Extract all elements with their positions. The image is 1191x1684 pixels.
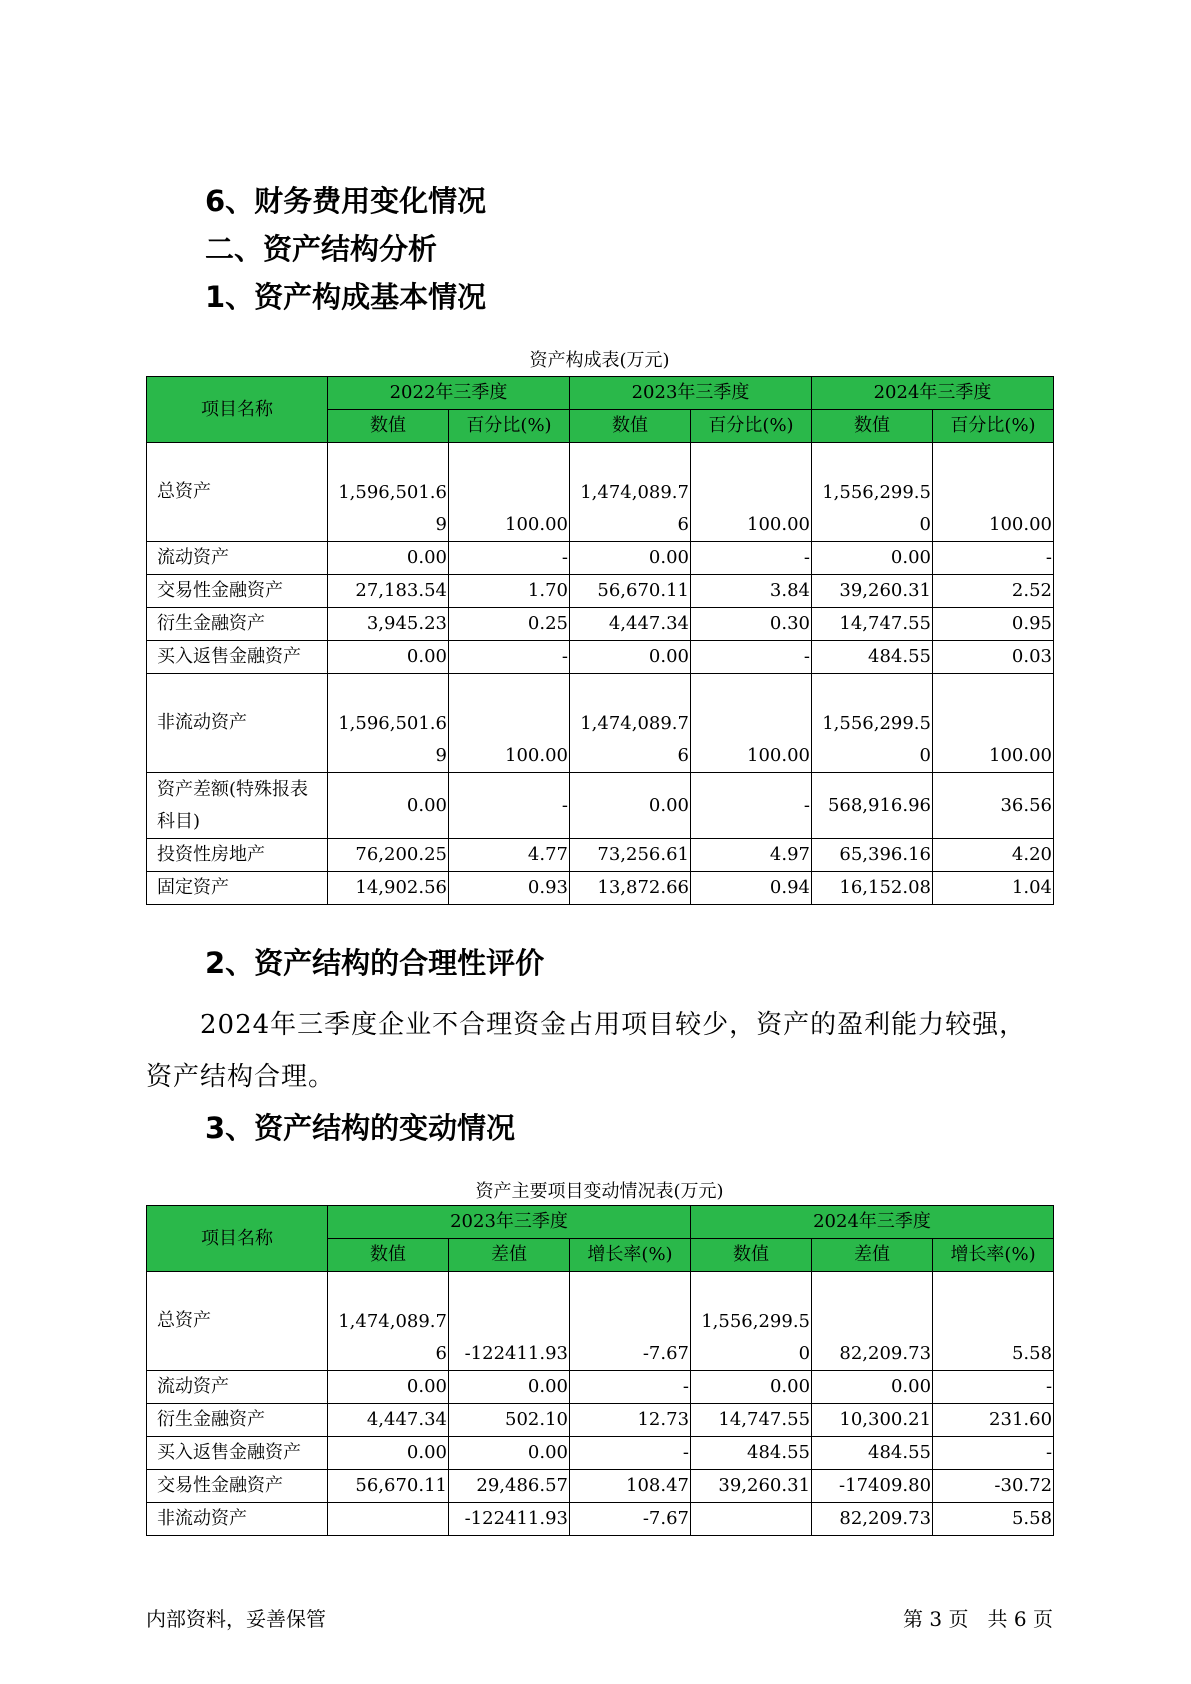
table1-period-header: 2022年三季度 <box>328 377 570 410</box>
table-row <box>147 674 1054 773</box>
asset-change-table <box>146 1205 1054 1536</box>
table2-caption: 资产主要项目变动情况表(万元) <box>475 1181 724 1202</box>
table-row <box>147 773 1054 839</box>
table1-sub-header: 数值 <box>570 410 691 443</box>
table-cell: 1,474,089.76 <box>570 443 691 542</box>
table-cell: 5.58 <box>933 1272 1054 1371</box>
table-cell: - <box>570 1371 691 1404</box>
table-cell: 39,260.31 <box>691 1470 812 1503</box>
table2-period-header: 2023年三季度 <box>328 1206 691 1239</box>
heading-asset-structure-evaluation: 2、资产结构的合理性评价 <box>205 946 545 980</box>
table2-sub-header: 增长率(%) <box>570 1239 691 1272</box>
table-row <box>147 608 1054 641</box>
table-cell: 100.00 <box>933 443 1054 542</box>
row-label: 买入返售金融资产 <box>147 1437 328 1470</box>
table-cell: 231.60 <box>933 1404 1054 1437</box>
table-cell: 76,200.25 <box>328 839 449 872</box>
table-cell: 0.00 <box>812 1371 933 1404</box>
table-cell: 13,872.66 <box>570 872 691 905</box>
table-cell: 0.95 <box>933 608 1054 641</box>
table-cell: 0.00 <box>328 1371 449 1404</box>
footer-confidential: 内部资料，妥善保管 <box>146 1607 326 1631</box>
table1-sub-header: 数值 <box>812 410 933 443</box>
table-cell: 3,945.23 <box>328 608 449 641</box>
table-cell: 0.00 <box>570 773 691 839</box>
table-row <box>147 542 1054 575</box>
table-cell: - <box>691 542 812 575</box>
table-cell: 36.56 <box>933 773 1054 839</box>
row-label: 非流动资产 <box>147 1503 328 1536</box>
table-cell: 0.30 <box>691 608 812 641</box>
table1-period-header: 2024年三季度 <box>812 377 1054 410</box>
table-cell: -17409.80 <box>812 1470 933 1503</box>
table-cell: -122411.93 <box>449 1272 570 1371</box>
table-cell: - <box>691 773 812 839</box>
table-cell: 4,447.34 <box>328 1404 449 1437</box>
row-label: 固定资产 <box>147 872 328 905</box>
heading-financial-expense: 6、财务费用变化情况 <box>205 184 487 218</box>
table-cell: 0.00 <box>691 1371 812 1404</box>
table1-sub-header: 百分比(%) <box>691 410 812 443</box>
table-cell <box>328 1503 449 1536</box>
table-cell: 1,556,299.50 <box>691 1272 812 1371</box>
table-cell: 1,474,089.76 <box>328 1272 449 1371</box>
table-row <box>147 839 1054 872</box>
table-cell: - <box>933 1371 1054 1404</box>
table-row <box>147 575 1054 608</box>
table-cell: 484.55 <box>812 641 933 674</box>
table-cell: - <box>691 641 812 674</box>
table-cell: 14,747.55 <box>691 1404 812 1437</box>
table-cell: 4.97 <box>691 839 812 872</box>
table-cell: 5.58 <box>933 1503 1054 1536</box>
table-cell: 1.04 <box>933 872 1054 905</box>
table-cell: 0.25 <box>449 608 570 641</box>
table-row <box>147 1470 1054 1503</box>
heading-asset-structure-analysis: 二、资产结构分析 <box>205 232 438 266</box>
row-label: 交易性金融资产 <box>147 1470 328 1503</box>
table-cell: 4.77 <box>449 839 570 872</box>
table-cell: 1,474,089.76 <box>570 674 691 773</box>
table-cell: - <box>449 641 570 674</box>
asset-composition-table <box>146 376 1054 905</box>
table-cell: 0.00 <box>812 542 933 575</box>
table-cell: 484.55 <box>691 1437 812 1470</box>
table-cell: 0.00 <box>570 641 691 674</box>
row-label: 衍生金融资产 <box>147 608 328 641</box>
table1-sub-header: 百分比(%) <box>933 410 1054 443</box>
table-cell: 100.00 <box>691 443 812 542</box>
table-cell: 1,556,299.50 <box>812 443 933 542</box>
table-cell: 1.70 <box>449 575 570 608</box>
table-cell: 0.00 <box>328 1437 449 1470</box>
table-cell: 0.94 <box>691 872 812 905</box>
table-cell: -7.67 <box>570 1272 691 1371</box>
table-row <box>147 1371 1054 1404</box>
table-row <box>147 1503 1054 1536</box>
table-cell: 1,556,299.50 <box>812 674 933 773</box>
table-cell: 0.00 <box>570 542 691 575</box>
table-cell: 12.73 <box>570 1404 691 1437</box>
table1-sub-header: 百分比(%) <box>449 410 570 443</box>
table-cell: 108.47 <box>570 1470 691 1503</box>
table-cell: 3.84 <box>691 575 812 608</box>
table-cell: 0.03 <box>933 641 1054 674</box>
table-cell: 56,670.11 <box>570 575 691 608</box>
table-cell: 16,152.08 <box>812 872 933 905</box>
table1-caption: 资产构成表(万元) <box>529 350 670 371</box>
row-label: 交易性金融资产 <box>147 575 328 608</box>
row-label: 非流动资产 <box>147 674 328 773</box>
table-cell <box>691 1503 812 1536</box>
row-label: 投资性房地产 <box>147 839 328 872</box>
table-cell: 0.00 <box>328 773 449 839</box>
table-cell: 100.00 <box>933 674 1054 773</box>
table2-period-header: 2024年三季度 <box>691 1206 1054 1239</box>
table1-period-header: 2023年三季度 <box>570 377 812 410</box>
table-cell: 14,747.55 <box>812 608 933 641</box>
table-cell: 82,209.73 <box>812 1503 933 1536</box>
table2-item-header: 项目名称 <box>147 1206 328 1272</box>
table-cell: 0.00 <box>449 1371 570 1404</box>
table-cell: 100.00 <box>691 674 812 773</box>
table2-sub-header: 差值 <box>812 1239 933 1272</box>
row-label: 流动资产 <box>147 1371 328 1404</box>
table-cell: - <box>933 542 1054 575</box>
row-label: 总资产 <box>147 1272 328 1371</box>
row-label: 衍生金融资产 <box>147 1404 328 1437</box>
table-cell: 0.93 <box>449 872 570 905</box>
table-row <box>147 1272 1054 1371</box>
table-cell: - <box>449 773 570 839</box>
table-cell: - <box>449 542 570 575</box>
table-cell: - <box>933 1437 1054 1470</box>
table-cell: 39,260.31 <box>812 575 933 608</box>
table1-item-header: 项目名称 <box>147 377 328 443</box>
row-label: 总资产 <box>147 443 328 542</box>
table2-sub-header: 增长率(%) <box>933 1239 1054 1272</box>
table2-sub-header: 数值 <box>691 1239 812 1272</box>
table-cell: 100.00 <box>449 674 570 773</box>
table1-sub-header: 数值 <box>328 410 449 443</box>
table-cell: -7.67 <box>570 1503 691 1536</box>
table-row <box>147 641 1054 674</box>
table-cell: 502.10 <box>449 1404 570 1437</box>
table-row <box>147 1404 1054 1437</box>
table-cell: 484.55 <box>812 1437 933 1470</box>
table2-sub-header: 数值 <box>328 1239 449 1272</box>
table-cell: 56,670.11 <box>328 1470 449 1503</box>
table-cell: -122411.93 <box>449 1503 570 1536</box>
table-cell: 4,447.34 <box>570 608 691 641</box>
table-cell: 0.00 <box>449 1437 570 1470</box>
table-cell: 1,596,501.69 <box>328 674 449 773</box>
table-cell: 14,902.56 <box>328 872 449 905</box>
table-cell: 73,256.61 <box>570 839 691 872</box>
evaluation-paragraph: 2024年三季度企业不合理资金占用项目较少，资产的盈利能力较强，资产结构合理。 <box>146 1010 1027 1092</box>
table2-sub-header: 差值 <box>449 1239 570 1272</box>
table-cell: 29,486.57 <box>449 1470 570 1503</box>
table-cell: 65,396.16 <box>812 839 933 872</box>
table-cell: 1,596,501.69 <box>328 443 449 542</box>
table-cell: 4.20 <box>933 839 1054 872</box>
row-label: 资产差额(特殊报表科目) <box>147 773 328 839</box>
table-cell: 82,209.73 <box>812 1272 933 1371</box>
table-cell: 100.00 <box>449 443 570 542</box>
table-row <box>147 443 1054 542</box>
heading-asset-structure-change: 3、资产结构的变动情况 <box>205 1111 516 1145</box>
heading-asset-composition: 1、资产构成基本情况 <box>205 280 487 314</box>
table-cell: 0.00 <box>328 542 449 575</box>
row-label: 买入返售金融资产 <box>147 641 328 674</box>
footer-page-number: 第 3 页 共 6 页 <box>903 1607 1053 1631</box>
table-row <box>147 872 1054 905</box>
table-cell: 10,300.21 <box>812 1404 933 1437</box>
table-cell: 568,916.96 <box>812 773 933 839</box>
table-cell: - <box>570 1437 691 1470</box>
row-label: 流动资产 <box>147 542 328 575</box>
table-cell: -30.72 <box>933 1470 1054 1503</box>
table-cell: 2.52 <box>933 575 1054 608</box>
table-row <box>147 1437 1054 1470</box>
table-cell: 0.00 <box>328 641 449 674</box>
table-cell: 27,183.54 <box>328 575 449 608</box>
